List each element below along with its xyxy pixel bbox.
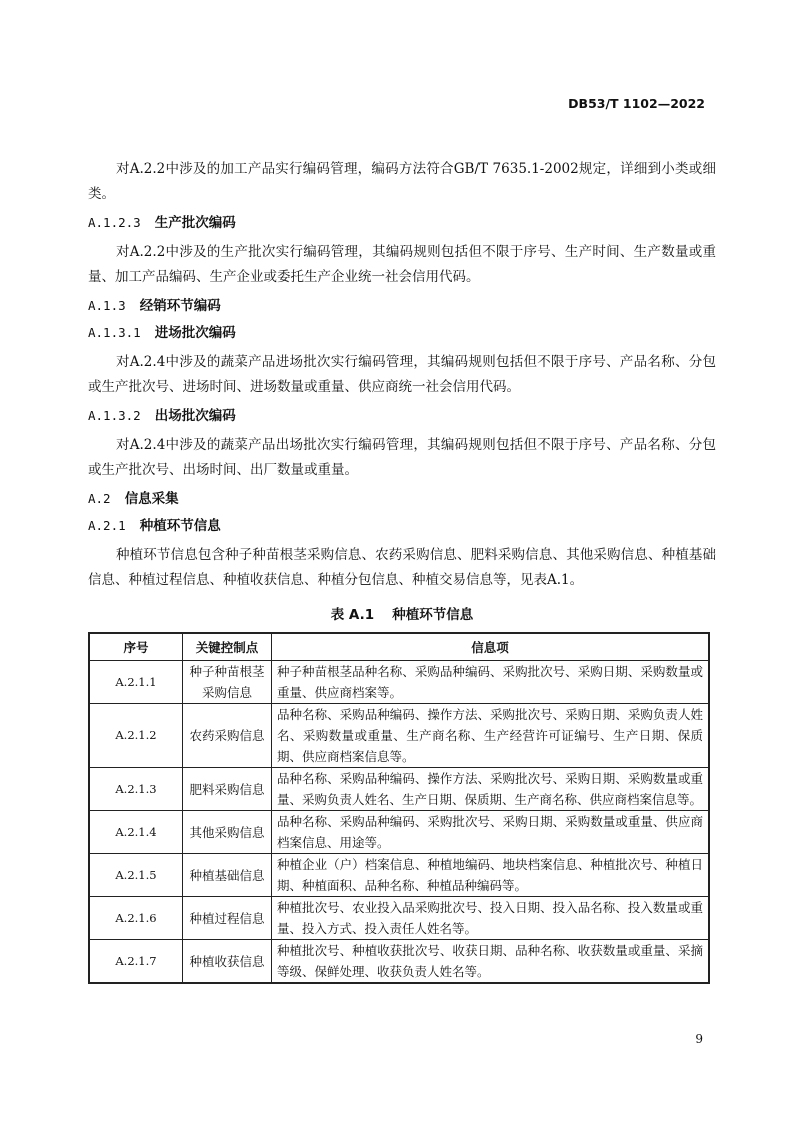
table-row: [89, 704, 709, 768]
header-cell-control-point: 关键控制点: [183, 633, 272, 661]
section-title: 经销环节编码: [139, 298, 221, 314]
paragraph: 对A.2.2中涉及的生产批次实行编码管理，其编码规则包括但不限于序号、生产时间、生产数量或重量、加工产品编码、生产企业或委托生产企业统一社会信用代码。: [88, 244, 716, 285]
page-content: [88, 157, 716, 984]
section-number: A.1.3.1: [88, 325, 141, 340]
cell-control-point: 其他采购信息: [183, 811, 272, 854]
paragraph: 对A.2.2中涉及的加工产品实行编码管理，编码方法符合GB/T 7635.1-2002规定，详细到小类或细类。: [88, 161, 716, 202]
cell-control-point: 种植收获信息: [183, 940, 272, 984]
cell-info-items: 品种名称、采购品种编码、采购批次号、采购日期、采购数量或重量、供应商档案信息、用途等。: [272, 811, 710, 854]
table-row: [89, 768, 709, 811]
paragraph: 对A.2.4中涉及的蔬菜产品进场批次实行编码管理，其编码规则包括但不限于序号、产品名称、分包或生产批次号、进场时间、进场数量或重量、供应商统一社会信用代码。: [88, 354, 716, 395]
paragraph: 对A.2.4中涉及的蔬菜产品出场批次实行编码管理，其编码规则包括但不限于序号、产品名称、分包或生产批次号、出场时间、出厂数量或重量。: [88, 437, 716, 478]
table-row: [89, 661, 709, 704]
section-heading: [88, 323, 716, 343]
section-heading: [88, 296, 716, 316]
header-cell-info-items: 信息项: [272, 633, 710, 661]
page-number: 9: [695, 1032, 703, 1046]
section-title: 出场批次编码: [154, 408, 236, 424]
cell-index: A.2.1.2: [89, 704, 183, 768]
table-caption: 表 A.1 种植环节信息: [330, 607, 474, 623]
cell-info-items: 品种名称、采购品种编码、操作方法、采购批次号、采购日期、采购负责人姓名、采购数量或重量、生产商名称、生产经营许可证编号、生产日期、保质期、供应商档案信息等。: [272, 704, 710, 768]
cell-control-point: 种植基础信息: [183, 854, 272, 897]
section-title: 信息采集: [124, 491, 179, 507]
section-title: 进场批次编码: [154, 325, 236, 341]
cell-info-items: 品种名称、采购品种编码、操作方法、采购批次号、采购日期、采购数量或重量、采购负责人姓名、生产日期、保质期、生产商名称、供应商档案信息等。: [272, 768, 710, 811]
cell-control-point: 种植过程信息: [183, 897, 272, 940]
section-number: A.1.2.3: [88, 215, 141, 230]
table-row: [89, 940, 709, 984]
section-heading: [88, 213, 716, 233]
cell-control-point: 种子种苗根茎采购信息: [183, 661, 272, 704]
cell-index: A.2.1.5: [89, 854, 183, 897]
paragraph: 种植环节信息包含种子种苗根茎采购信息、农药采购信息、肥料采购信息、其他采购信息、种植基础信息、种植过程信息、种植收获信息、种植分包信息、种植交易信息等，见表A.1。: [88, 547, 716, 588]
section-title: 种植环节信息: [139, 518, 221, 534]
table-row: [89, 811, 709, 854]
cell-control-point: 农药采购信息: [183, 704, 272, 768]
section-heading: [88, 406, 716, 426]
cell-index: A.2.1.6: [89, 897, 183, 940]
section-number: A.1.3: [88, 298, 126, 313]
section-number: A.2.1: [88, 518, 126, 533]
document-code: DB53/T 1102—2022: [568, 96, 705, 111]
cell-info-items: 种植批次号、农业投入品采购批次号、投入日期、投入品名称、投入数量或重量、投入方式、投入责任人姓名等。: [272, 897, 710, 940]
table-row: [89, 854, 709, 897]
section-title: 生产批次编码: [154, 215, 236, 231]
section-number: A.1.3.2: [88, 408, 141, 423]
cell-index: A.2.1.4: [89, 811, 183, 854]
header-cell-index: 序号: [89, 633, 183, 661]
cell-index: A.2.1.3: [89, 768, 183, 811]
section-heading: [88, 489, 716, 509]
table-row: [89, 897, 709, 940]
cell-index: A.2.1.1: [89, 661, 183, 704]
section-number: A.2: [88, 491, 111, 506]
section-heading: [88, 516, 716, 536]
info-table: [88, 632, 710, 984]
cell-info-items: 种植批次号、种植收获批次号、收获日期、品种名称、收获数量或重量、采摘等级、保鲜处理、收获负责人姓名等。: [272, 940, 710, 984]
cell-index: A.2.1.7: [89, 940, 183, 984]
cell-info-items: 种植企业（户）档案信息、种植地编码、地块档案信息、种植批次号、种植日期、种植面积、品种名称、种植品种编码等。: [272, 854, 710, 897]
cell-info-items: 种子种苗根茎品种名称、采购品种编码、采购批次号、采购日期、采购数量或重量、供应商档案等。: [272, 661, 710, 704]
cell-control-point: 肥料采购信息: [183, 768, 272, 811]
table-header-row: [89, 633, 709, 661]
